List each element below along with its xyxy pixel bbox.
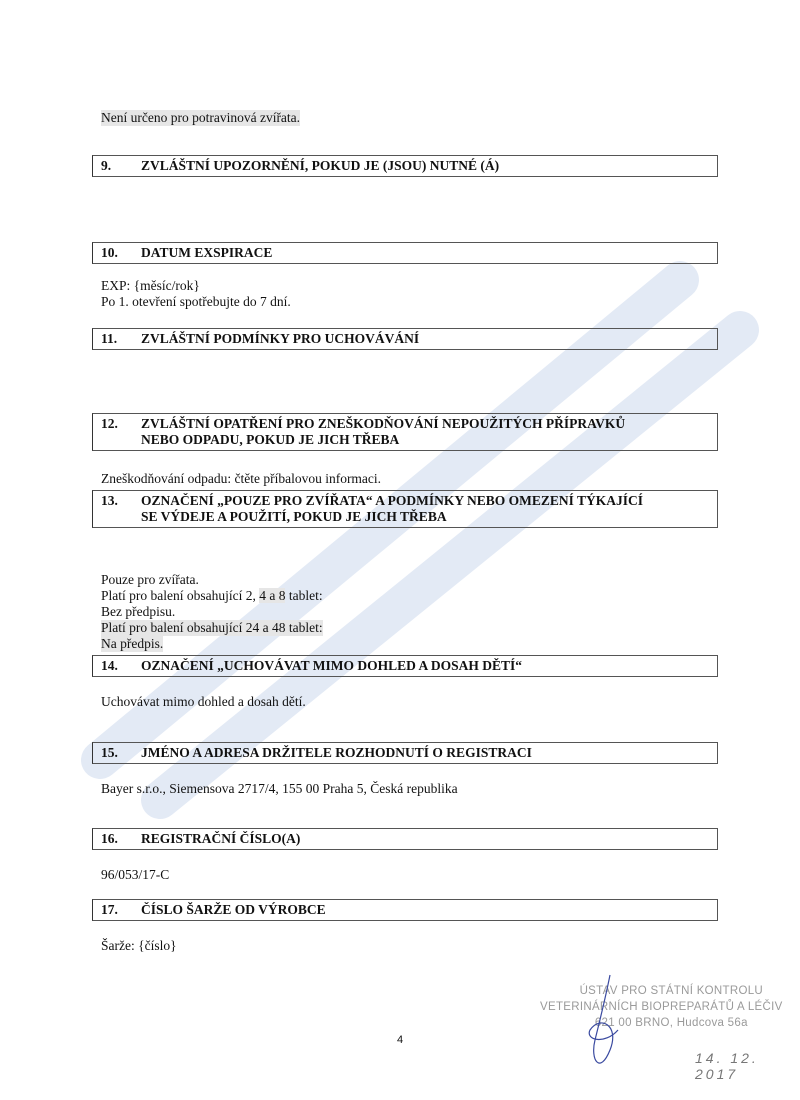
page-number: 4 [397, 1034, 404, 1046]
large-pack-line: Platí pro balení obsahující 24 a 48 tablet: [101, 620, 323, 635]
section-16-header [92, 828, 718, 850]
section-title-line2: SE VÝDEJE A POUŽITÍ, POKUD JE JICH TŘEBA [141, 509, 447, 524]
section-number: 9. [101, 158, 112, 173]
section-number: 12. [101, 416, 118, 431]
section-number: 10. [101, 245, 118, 260]
intro-line: Není určeno pro potravinová zvířata. [101, 110, 301, 125]
registration-number: 96/053/17-C [101, 867, 170, 882]
batch-line: Šarže: {číslo} [101, 938, 177, 953]
holder-address: Bayer s.r.o., Siemensova 2717/4, 155 00 Praha 5, Česká republika [101, 781, 458, 796]
section-13-header [92, 490, 718, 528]
small-pack-line: Platí pro balení obsahující 2, 4 a 8 tablet: [101, 588, 323, 603]
section-title: JMÉNO A ADRESA DRŽITELE ROZHODNUTÍ O REGISTRACI [141, 745, 532, 760]
disposal-line: Zneškodňování odpadu: čtěte příbalovou informaci. [101, 471, 382, 486]
section-title: ČÍSLO ŠARŽE OD VÝROBCE [141, 902, 326, 917]
section-number: 13. [101, 493, 118, 508]
section-title: DATUM EXSPIRACE [141, 245, 273, 260]
no-prescription-line: Bez předpisu. [101, 604, 176, 619]
section-title: OZNAČENÍ „UCHOVÁVAT MIMO DOHLED A DOSAH DĚTÍ“ [141, 658, 523, 673]
section-number: 14. [101, 658, 118, 673]
section-title: OZNAČENÍ „POUZE PRO ZVÍŘATA“ A PODMÍNKY NEBO OMEZENÍ TÝKAJÍCÍ [141, 493, 644, 508]
animals-only-line: Pouze pro zvířata. [101, 572, 199, 587]
section-number: 15. [101, 745, 118, 760]
after-opening-line: Po 1. otevření spotřebujte do 7 dní. [101, 294, 291, 309]
section-title-line2: NEBO ODPADU, POKUD JE JICH TŘEBA [141, 432, 400, 447]
stamp-line-1: ÚSTAV PRO STÁTNÍ KONTROLU [579, 985, 764, 997]
section-number: 17. [101, 902, 118, 917]
stamp-line-2: VETERINÁRNÍCH BIOPREPARÁTŮ A LÉČIV [540, 1001, 783, 1013]
section-title: ZVLÁŠTNÍ PODMÍNKY PRO UCHOVÁVÁNÍ [141, 331, 420, 346]
section-15-header [92, 742, 718, 764]
section-9-header [92, 155, 718, 177]
section-12-header [92, 413, 718, 451]
stamp-line-3: 621 00 BRNO, Hudcova 56a [594, 1017, 748, 1029]
section-10-header [92, 242, 718, 264]
section-title: REGISTRAČNÍ ČÍSLO(A) [141, 831, 301, 846]
children-line: Uchovávat mimo dohled a dosah dětí. [101, 694, 306, 709]
section-number: 16. [101, 831, 118, 846]
signature-icon [580, 970, 630, 1080]
section-title: ZVLÁŠTNÍ UPOZORNĚNÍ, POKUD JE (JSOU) NUTNÉ (Á) [141, 158, 500, 173]
section-17-header [92, 899, 718, 921]
section-number: 11. [101, 331, 118, 346]
section-14-header [92, 655, 718, 677]
stamp-date: 14. 12. 2017 [695, 1050, 759, 1082]
expiry-line: EXP: {měsíc/rok} [101, 278, 200, 293]
prescription-line: Na předpis. [101, 636, 164, 651]
section-title: ZVLÁŠTNÍ OPATŘENÍ PRO ZNEŠKODŇOVÁNÍ NEPOUŽITÝCH PŘÍPRAVKŮ [141, 416, 626, 431]
section-11-header [92, 328, 718, 350]
